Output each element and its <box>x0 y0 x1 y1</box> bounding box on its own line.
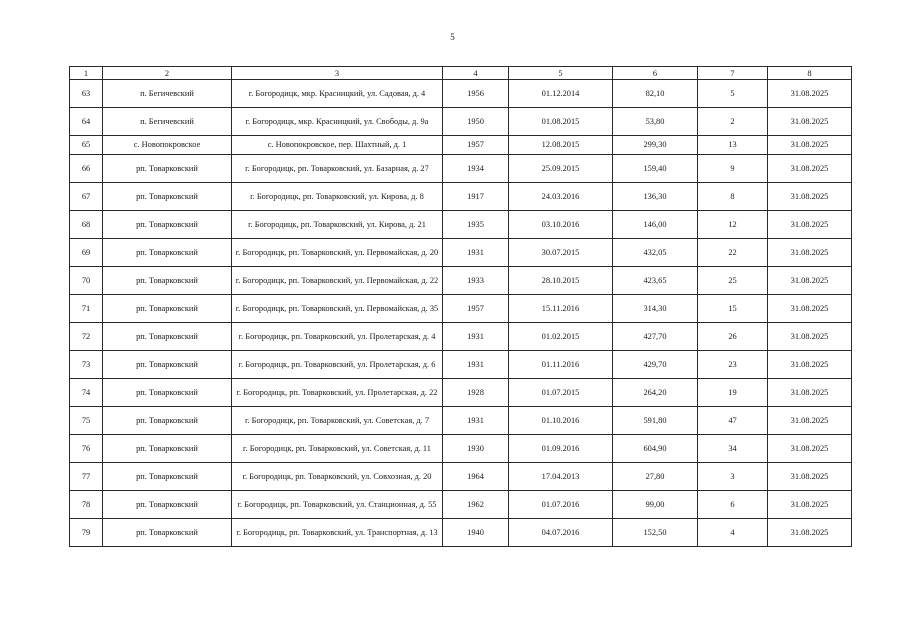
residents-cell: 4 <box>698 519 768 547</box>
table-row <box>70 351 852 379</box>
residents-cell: 26 <box>698 323 768 351</box>
recognition-date-cell: 01.12.2014 <box>509 80 613 108</box>
recognition-date-cell: 01.10.2016 <box>509 407 613 435</box>
table-row <box>70 407 852 435</box>
residents-cell: 6 <box>698 491 768 519</box>
settlement-cell: рп. Товарковский <box>103 463 232 491</box>
area-cell: 136,30 <box>613 183 698 211</box>
table-row <box>70 239 852 267</box>
settlement-cell: рп. Товарковский <box>103 183 232 211</box>
address-cell: г. Богородицк, рп. Товарковский, ул. Советская, д. 11 <box>232 435 443 463</box>
area-cell: 152,50 <box>613 519 698 547</box>
relocation-deadline-cell: 31.08.2025 <box>768 295 852 323</box>
relocation-deadline-cell: 31.08.2025 <box>768 435 852 463</box>
address-cell: г. Богородицк, рп. Товарковский, ул. Первомайская, д. 22 <box>232 267 443 295</box>
residents-cell: 23 <box>698 351 768 379</box>
table-row <box>70 295 852 323</box>
settlement-cell: рп. Товарковский <box>103 295 232 323</box>
area-cell: 432,05 <box>613 239 698 267</box>
settlement-cell: рп. Товарковский <box>103 155 232 183</box>
table-row <box>70 155 852 183</box>
year-built-cell: 1933 <box>443 267 509 295</box>
settlement-cell: рп. Товарковский <box>103 239 232 267</box>
settlement-cell: рп. Товарковский <box>103 519 232 547</box>
address-cell: г. Богородицк, рп. Товарковский, ул. Транспортная, д. 13 <box>232 519 443 547</box>
residents-cell: 12 <box>698 211 768 239</box>
area-cell: 82,10 <box>613 80 698 108</box>
recognition-date-cell: 03.10.2016 <box>509 211 613 239</box>
recognition-date-cell: 01.09.2016 <box>509 435 613 463</box>
settlement-cell: рп. Товарковский <box>103 267 232 295</box>
address-cell: г. Богородицк, рп. Товарковский, ул. Кирова, д. 8 <box>232 183 443 211</box>
header-cell: 1 <box>70 67 103 80</box>
residents-cell: 13 <box>698 136 768 155</box>
header-cell: 5 <box>509 67 613 80</box>
header-cell: 7 <box>698 67 768 80</box>
year-built-cell: 1962 <box>443 491 509 519</box>
row-number-cell: 68 <box>70 211 103 239</box>
recognition-date-cell: 04.07.2016 <box>509 519 613 547</box>
residents-cell: 34 <box>698 435 768 463</box>
residents-cell: 8 <box>698 183 768 211</box>
header-cell: 8 <box>768 67 852 80</box>
relocation-deadline-cell: 31.08.2025 <box>768 267 852 295</box>
relocation-deadline-cell: 31.08.2025 <box>768 80 852 108</box>
table-row <box>70 323 852 351</box>
settlement-cell: рп. Товарковский <box>103 211 232 239</box>
area-cell: 423,65 <box>613 267 698 295</box>
recognition-date-cell: 30.07.2015 <box>509 239 613 267</box>
table-row <box>70 491 852 519</box>
relocation-deadline-cell: 31.08.2025 <box>768 407 852 435</box>
recognition-date-cell: 25.09.2015 <box>509 155 613 183</box>
row-number-cell: 66 <box>70 155 103 183</box>
residents-cell: 3 <box>698 463 768 491</box>
row-number-cell: 79 <box>70 519 103 547</box>
year-built-cell: 1931 <box>443 407 509 435</box>
recognition-date-cell: 28.10.2015 <box>509 267 613 295</box>
row-number-cell: 71 <box>70 295 103 323</box>
relocation-deadline-cell: 31.08.2025 <box>768 379 852 407</box>
row-number-cell: 72 <box>70 323 103 351</box>
row-number-cell: 69 <box>70 239 103 267</box>
address-cell: г. Богородицк, рп. Товарковский, ул. Первомайская, д. 20 <box>232 239 443 267</box>
recognition-date-cell: 01.02.2015 <box>509 323 613 351</box>
relocation-deadline-cell: 31.08.2025 <box>768 136 852 155</box>
table-row <box>70 519 852 547</box>
year-built-cell: 1964 <box>443 463 509 491</box>
address-cell: г. Богородицк, рп. Товарковский, ул. Пролетарская, д. 22 <box>232 379 443 407</box>
area-cell: 314,30 <box>613 295 698 323</box>
row-number-cell: 63 <box>70 80 103 108</box>
settlement-cell: рп. Товарковский <box>103 379 232 407</box>
relocation-deadline-cell: 31.08.2025 <box>768 239 852 267</box>
row-number-cell: 64 <box>70 108 103 136</box>
year-built-cell: 1950 <box>443 108 509 136</box>
residents-cell: 2 <box>698 108 768 136</box>
recognition-date-cell: 01.08.2015 <box>509 108 613 136</box>
recognition-date-cell: 17.04.2013 <box>509 463 613 491</box>
residents-cell: 25 <box>698 267 768 295</box>
residents-cell: 9 <box>698 155 768 183</box>
area-cell: 146,00 <box>613 211 698 239</box>
relocation-deadline-cell: 31.08.2025 <box>768 463 852 491</box>
table-row <box>70 108 852 136</box>
housing-registry-table <box>69 66 852 547</box>
year-built-cell: 1957 <box>443 295 509 323</box>
relocation-deadline-cell: 31.08.2025 <box>768 491 852 519</box>
area-cell: 264,20 <box>613 379 698 407</box>
table-row <box>70 463 852 491</box>
settlement-cell: рп. Товарковский <box>103 351 232 379</box>
address-cell: г. Богородицк, рп. Товарковский, ул. Первомайская, д. 35 <box>232 295 443 323</box>
year-built-cell: 1956 <box>443 80 509 108</box>
year-built-cell: 1934 <box>443 155 509 183</box>
settlement-cell: п. Бегичевский <box>103 108 232 136</box>
year-built-cell: 1930 <box>443 435 509 463</box>
residents-cell: 15 <box>698 295 768 323</box>
address-cell: г. Богородицк, рп. Товарковский, ул. Станционная, д. 55 <box>232 491 443 519</box>
table-body <box>70 80 852 547</box>
table-row <box>70 183 852 211</box>
table-row <box>70 211 852 239</box>
recognition-date-cell: 01.07.2015 <box>509 379 613 407</box>
address-cell: г. Богородицк, рп. Товарковский, ул. Совхозная, д. 20 <box>232 463 443 491</box>
row-number-cell: 73 <box>70 351 103 379</box>
table-row <box>70 379 852 407</box>
relocation-deadline-cell: 31.08.2025 <box>768 323 852 351</box>
row-number-cell: 78 <box>70 491 103 519</box>
relocation-deadline-cell: 31.08.2025 <box>768 519 852 547</box>
year-built-cell: 1928 <box>443 379 509 407</box>
settlement-cell: с. Новопокровское <box>103 136 232 155</box>
header-cell: 6 <box>613 67 698 80</box>
relocation-deadline-cell: 31.08.2025 <box>768 183 852 211</box>
address-cell: г. Богородицк, мкр. Красницкий, ул. Садовая, д. 4 <box>232 80 443 108</box>
row-number-cell: 65 <box>70 136 103 155</box>
area-cell: 99,00 <box>613 491 698 519</box>
relocation-deadline-cell: 31.08.2025 <box>768 155 852 183</box>
area-cell: 27,80 <box>613 463 698 491</box>
row-number-cell: 67 <box>70 183 103 211</box>
year-built-cell: 1931 <box>443 239 509 267</box>
row-number-cell: 70 <box>70 267 103 295</box>
year-built-cell: 1931 <box>443 323 509 351</box>
header-cell: 4 <box>443 67 509 80</box>
settlement-cell: п. Бегичевский <box>103 80 232 108</box>
recognition-date-cell: 24.03.2016 <box>509 183 613 211</box>
recognition-date-cell: 01.07.2016 <box>509 491 613 519</box>
year-built-cell: 1940 <box>443 519 509 547</box>
address-cell: г. Богородицк, мкр. Красницкий, ул. Свободы, д. 9а <box>232 108 443 136</box>
settlement-cell: рп. Товарковский <box>103 323 232 351</box>
area-cell: 429,70 <box>613 351 698 379</box>
row-number-cell: 75 <box>70 407 103 435</box>
year-built-cell: 1917 <box>443 183 509 211</box>
recognition-date-cell: 01.11.2016 <box>509 351 613 379</box>
address-cell: г. Богородицк, рп. Товарковский, ул. Пролетарская, д. 6 <box>232 351 443 379</box>
header-cell: 3 <box>232 67 443 80</box>
address-cell: г. Богородицк, рп. Товарковский, ул. Советская, д. 7 <box>232 407 443 435</box>
residents-cell: 22 <box>698 239 768 267</box>
area-cell: 427,70 <box>613 323 698 351</box>
area-cell: 604,90 <box>613 435 698 463</box>
area-cell: 53,80 <box>613 108 698 136</box>
page-number: 5 <box>450 32 455 42</box>
year-built-cell: 1957 <box>443 136 509 155</box>
table-row <box>70 435 852 463</box>
area-cell: 299,30 <box>613 136 698 155</box>
settlement-cell: рп. Товарковский <box>103 435 232 463</box>
row-number-cell: 74 <box>70 379 103 407</box>
row-number-cell: 76 <box>70 435 103 463</box>
area-cell: 159,40 <box>613 155 698 183</box>
residents-cell: 5 <box>698 80 768 108</box>
address-cell: г. Богородицк, рп. Товарковский, ул. Кирова, д. 21 <box>232 211 443 239</box>
residents-cell: 47 <box>698 407 768 435</box>
recognition-date-cell: 15.11.2016 <box>509 295 613 323</box>
address-cell: с. Новопокровское, пер. Шахтный, д. 1 <box>232 136 443 155</box>
table-row <box>70 136 852 155</box>
header-cell: 2 <box>103 67 232 80</box>
area-cell: 591,80 <box>613 407 698 435</box>
year-built-cell: 1935 <box>443 211 509 239</box>
relocation-deadline-cell: 31.08.2025 <box>768 351 852 379</box>
residents-cell: 19 <box>698 379 768 407</box>
table-row <box>70 80 852 108</box>
year-built-cell: 1931 <box>443 351 509 379</box>
address-cell: г. Богородицк, рп. Товарковский, ул. Пролетарская, д. 4 <box>232 323 443 351</box>
table-header-row <box>70 67 852 80</box>
recognition-date-cell: 12.08.2015 <box>509 136 613 155</box>
relocation-deadline-cell: 31.08.2025 <box>768 108 852 136</box>
settlement-cell: рп. Товарковский <box>103 407 232 435</box>
settlement-cell: рп. Товарковский <box>103 491 232 519</box>
address-cell: г. Богородицк, рп. Товарковский, ул. Базарная, д. 27 <box>232 155 443 183</box>
table-row <box>70 267 852 295</box>
row-number-cell: 77 <box>70 463 103 491</box>
relocation-deadline-cell: 31.08.2025 <box>768 211 852 239</box>
